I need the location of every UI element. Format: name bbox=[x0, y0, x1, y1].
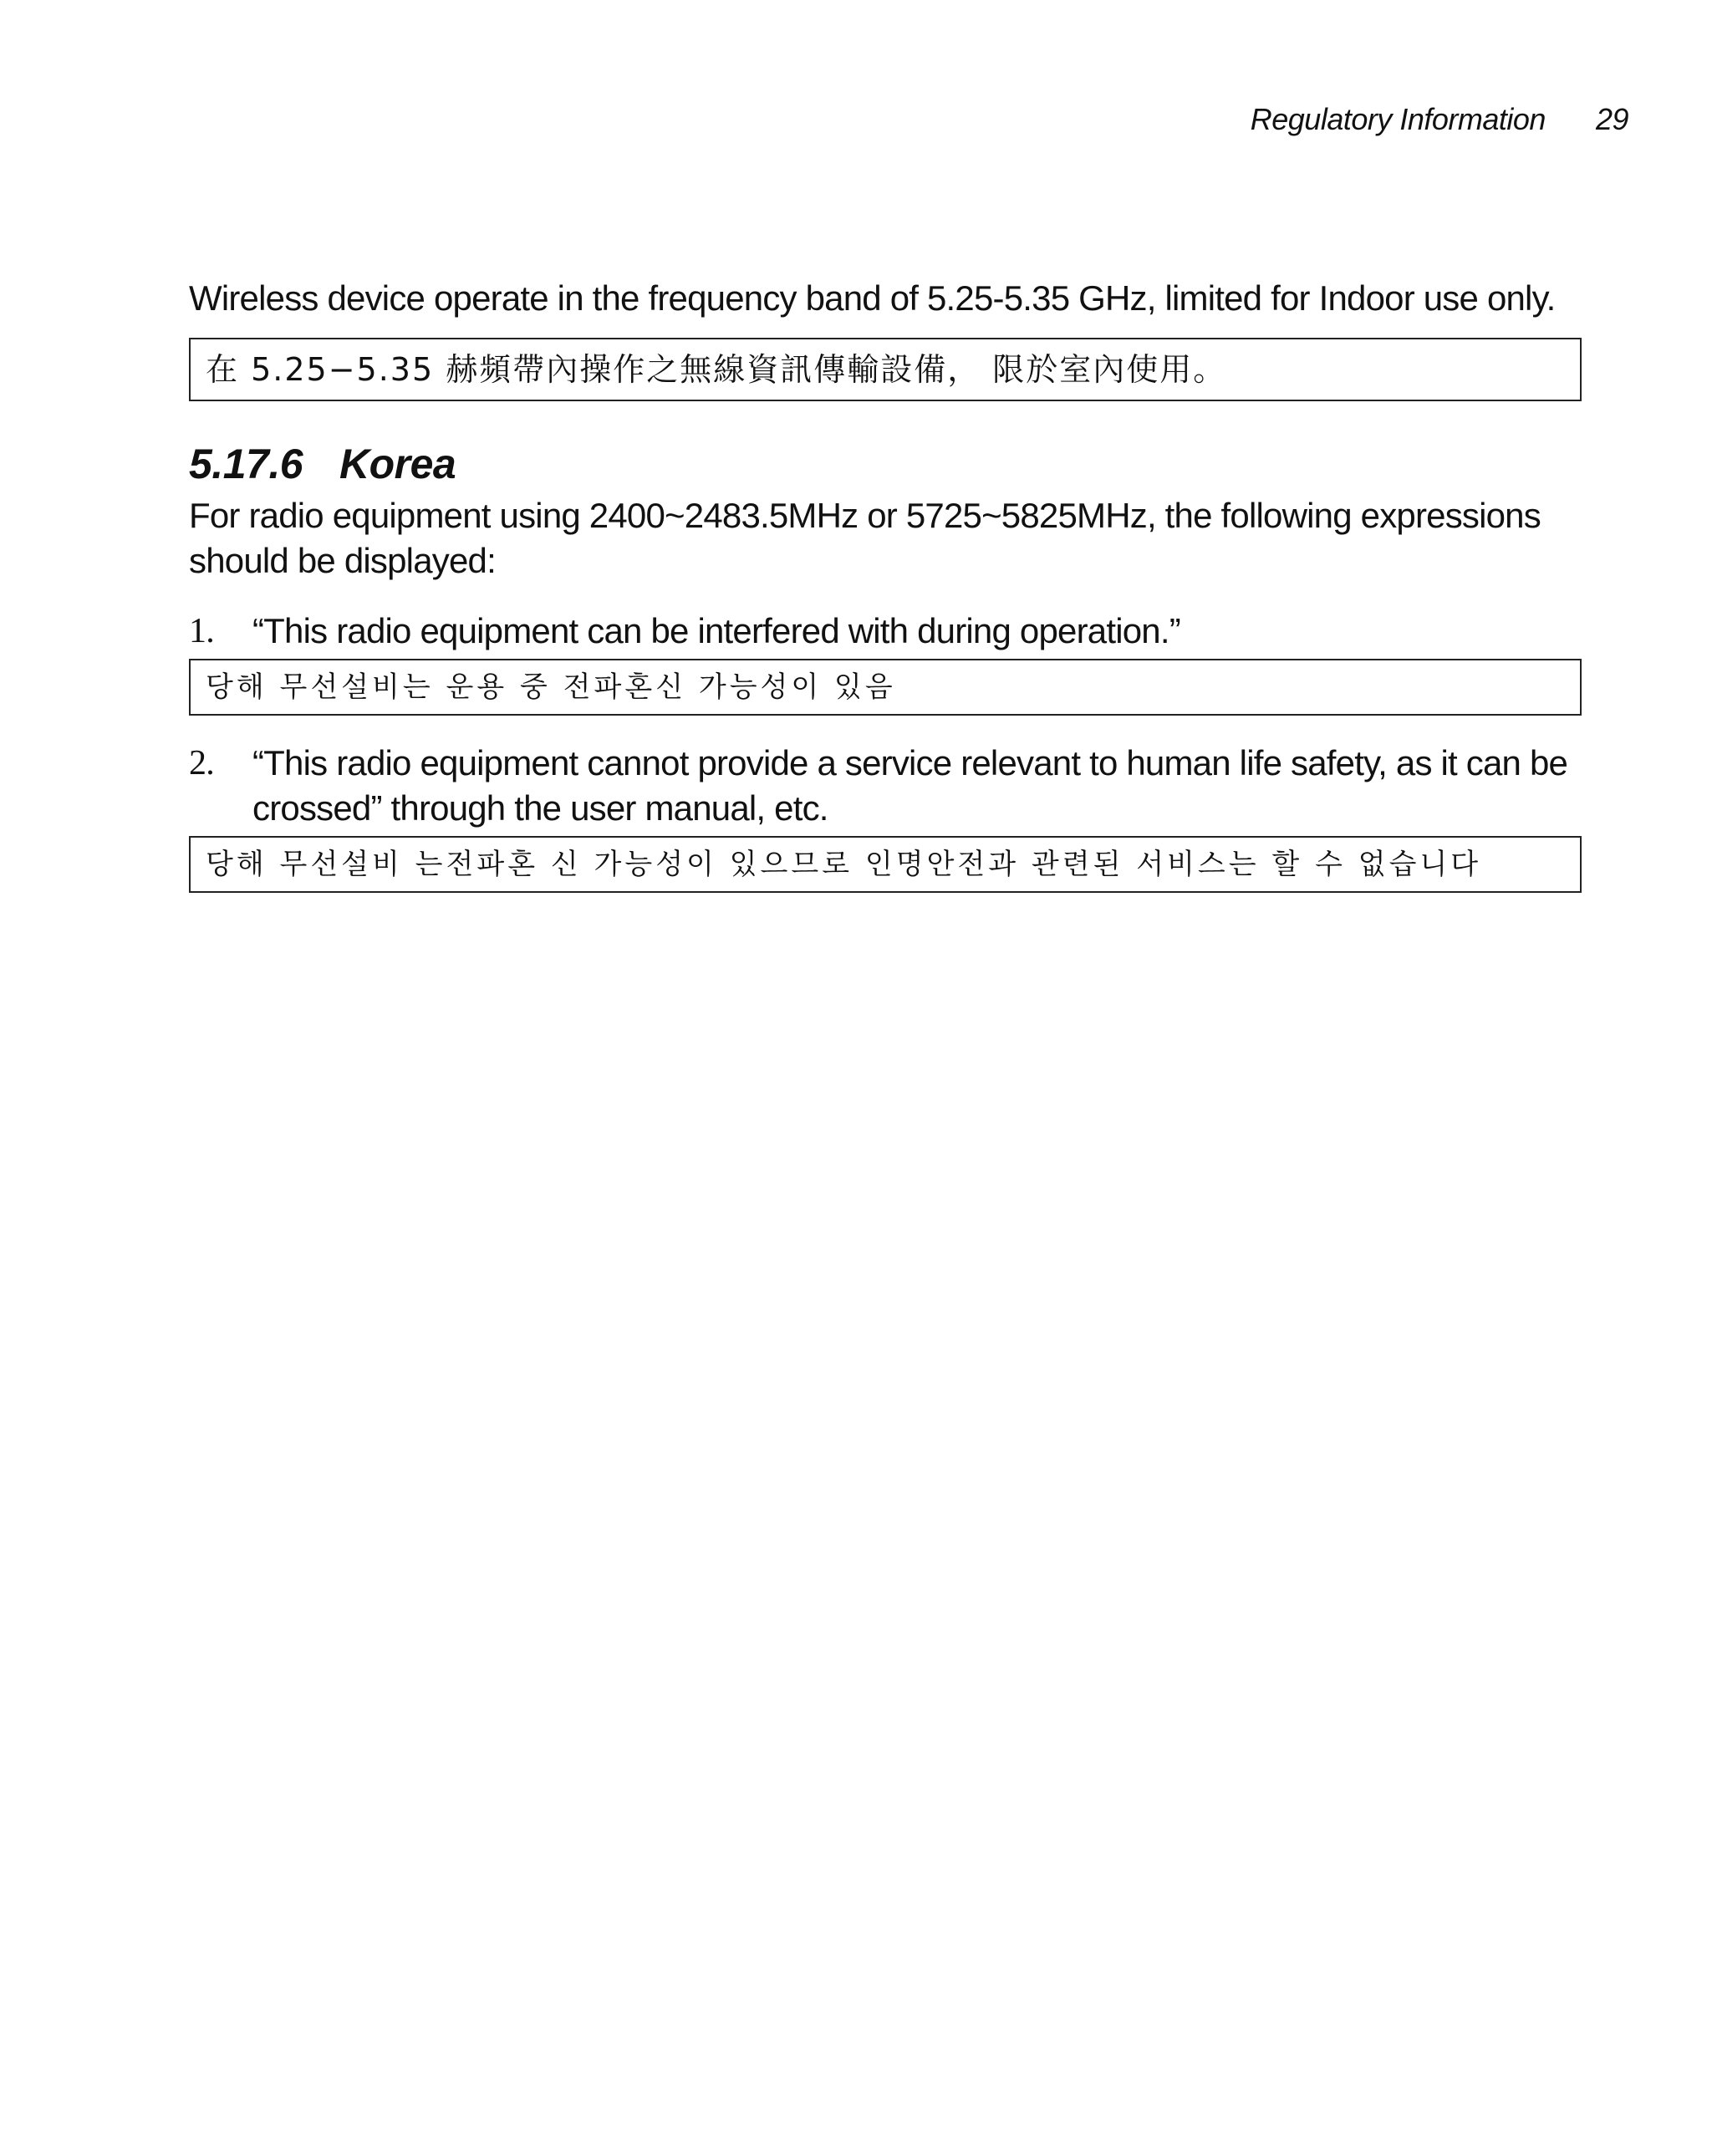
section-heading bbox=[189, 440, 1582, 488]
running-header bbox=[1251, 102, 1628, 137]
list-item-text: “This radio equipment cannot provide a service relevant to human life safety, as it can be crossed” through the user manual, etc. bbox=[252, 743, 1568, 828]
list-item-number: 2. bbox=[189, 744, 214, 782]
page-content bbox=[189, 276, 1582, 893]
list-item bbox=[189, 609, 1582, 654]
korean-notice-text: 당해 무선설비 는전파혼 신 가능성이 있으므로 인명안전과 관련된 서비스는 할 수 없습니다 bbox=[206, 848, 1482, 881]
page-number: 29 bbox=[1595, 102, 1628, 136]
section-title: Korea bbox=[339, 441, 456, 487]
korean-notice-box bbox=[189, 659, 1582, 716]
chinese-notice-box bbox=[189, 338, 1582, 401]
taiwan-statement: Wireless device operate in the frequency band of 5.25-5.35 GHz, limited for Indoor use only. bbox=[189, 278, 1556, 318]
list-item-text: “This radio equipment can be interfered with during operation.” bbox=[252, 611, 1180, 650]
list-item-number: 1. bbox=[189, 612, 214, 650]
korean-notice-text: 당해 무선설비는 운용 중 전파혼신 가능성이 있음 bbox=[206, 670, 896, 704]
chinese-notice-text: 在 5.25−5.35 赫頻帶內操作之無線資訊傳輸設備， 限於室內使用。 bbox=[206, 351, 1227, 388]
list-item bbox=[189, 741, 1582, 831]
korea-intro: For radio equipment using 2400~2483.5MHz or 5725~5825MHz, the following expressions should be displayed: bbox=[189, 496, 1541, 580]
korean-notice-box bbox=[189, 836, 1582, 893]
section-number: 5.17.6 bbox=[189, 441, 303, 487]
header-section-title: Regulatory Information bbox=[1250, 102, 1546, 136]
